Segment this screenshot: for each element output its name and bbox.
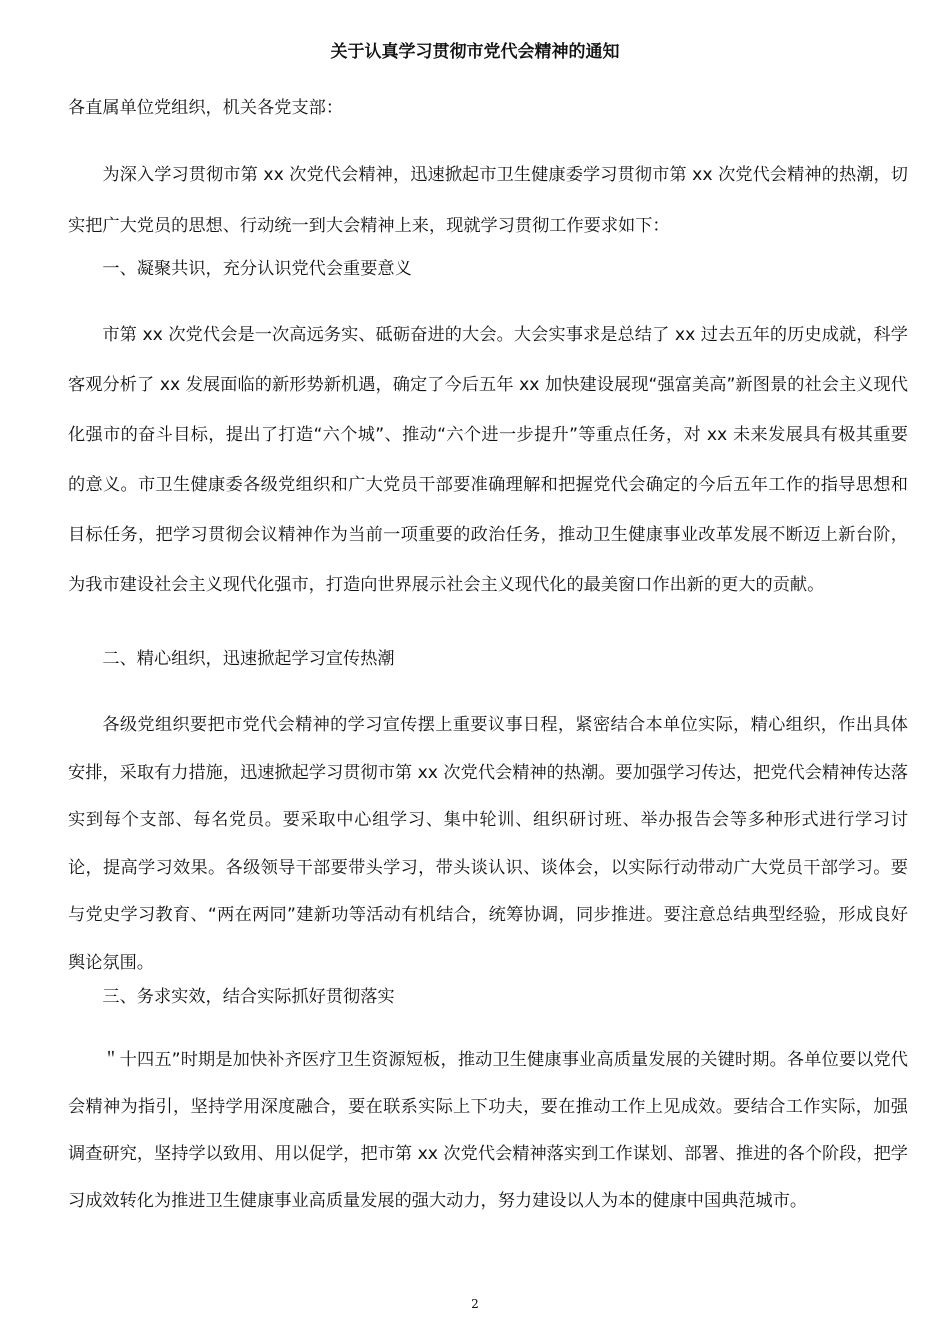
section-1-body: 市第 xx 次党代会是一次高远务实、砥砺奋进的大会。大会实事求是总结了 xx 过去五年的历史成就，科学客观分析了 xx 发展面临的新形势新机遇，确定了今后五年 xx 加快建设展现“强富美高”新图景的社会主义现代化强市的奋斗目标，提出了打造“六个城”、推动“六个进一步提升”等重点任务，对 xx 未来发展具有极其重要的意义。市卫生健康委各级党组织和广大党员干部要准确理解和把握党代会确定的今后五年工作的指导思想和目标任务，把学习贯彻会议精神作为当前一项重要的政治任务，推动卫生健康事业改革发展不断迈上新台阶，为我市建设社会主义现代化强市，打造向世界展示社会主义现代化的最美窗口作出新的更大的贡献。	[68, 325, 908, 595]
section-3-body: ＂十四五”时期是加快补齐医疗卫生资源短板，推动卫生健康事业高质量发展的关键时期。各单位要以党代会精神为指引，坚持学用深度融合，要在联系实际上下功夫，要在推动工作上见成效。要结合工作实际，加强调查研究，坚持学以致用、用以促学，把市第 xx 次党代会精神落实到工作谋划、部署、推进的各个阶段，把学习成效转化为推进卫生健康事业高质量发展的强大动力，努力建设以人为本的健康中国典范城市。	[68, 1050, 908, 1211]
section-3-heading: 三、务求实效，结合实际抓好贯彻落实	[102, 987, 395, 1007]
section-2-body: 各级党组织要把市党代会精神的学习宣传摆上重要议事日程，紧密结合本单位实际，精心组织，作出具体安排，采取有力措施，迅速掀起学习贯彻市第 xx 次党代会精神的热潮。要加强学习传达，把党代会精神传达落实到每个支部、每名党员。要采取中心组学习、集中轮训、组织研讨班、举办报告会等多种形式进行学习讨论，提高学习效果。各级领导干部要带头学习，带头谈认识、谈体会，以实际行动带动广大党员干部学习。要与党史学习教育、“两在两同”建新功等活动有机结合，统筹协调，同步推进。要注意总结典型经验，形成良好舆论氛围。	[68, 715, 908, 973]
document-title: 关于认真学习贯彻市党代会精神的通知	[330, 42, 620, 62]
section-2-heading: 二、精心组织，迅速掀起学习宣传热潮	[102, 649, 395, 669]
section-1-heading: 一、凝聚共识，充分认识党代会重要意义	[102, 259, 412, 279]
page-number: 2	[471, 1297, 479, 1311]
salutation: 各直属单位党组织，机关各党支部：	[68, 98, 344, 118]
intro-paragraph: 为深入学习贯彻市第 xx 次党代会精神，迅速掀起市卫生健康委学习贯彻市第 xx 次党代会精神的热潮，切实把广大党员的思想、行动统一到大会精神上来，现就学习贯彻工作要求如下：	[68, 165, 908, 236]
